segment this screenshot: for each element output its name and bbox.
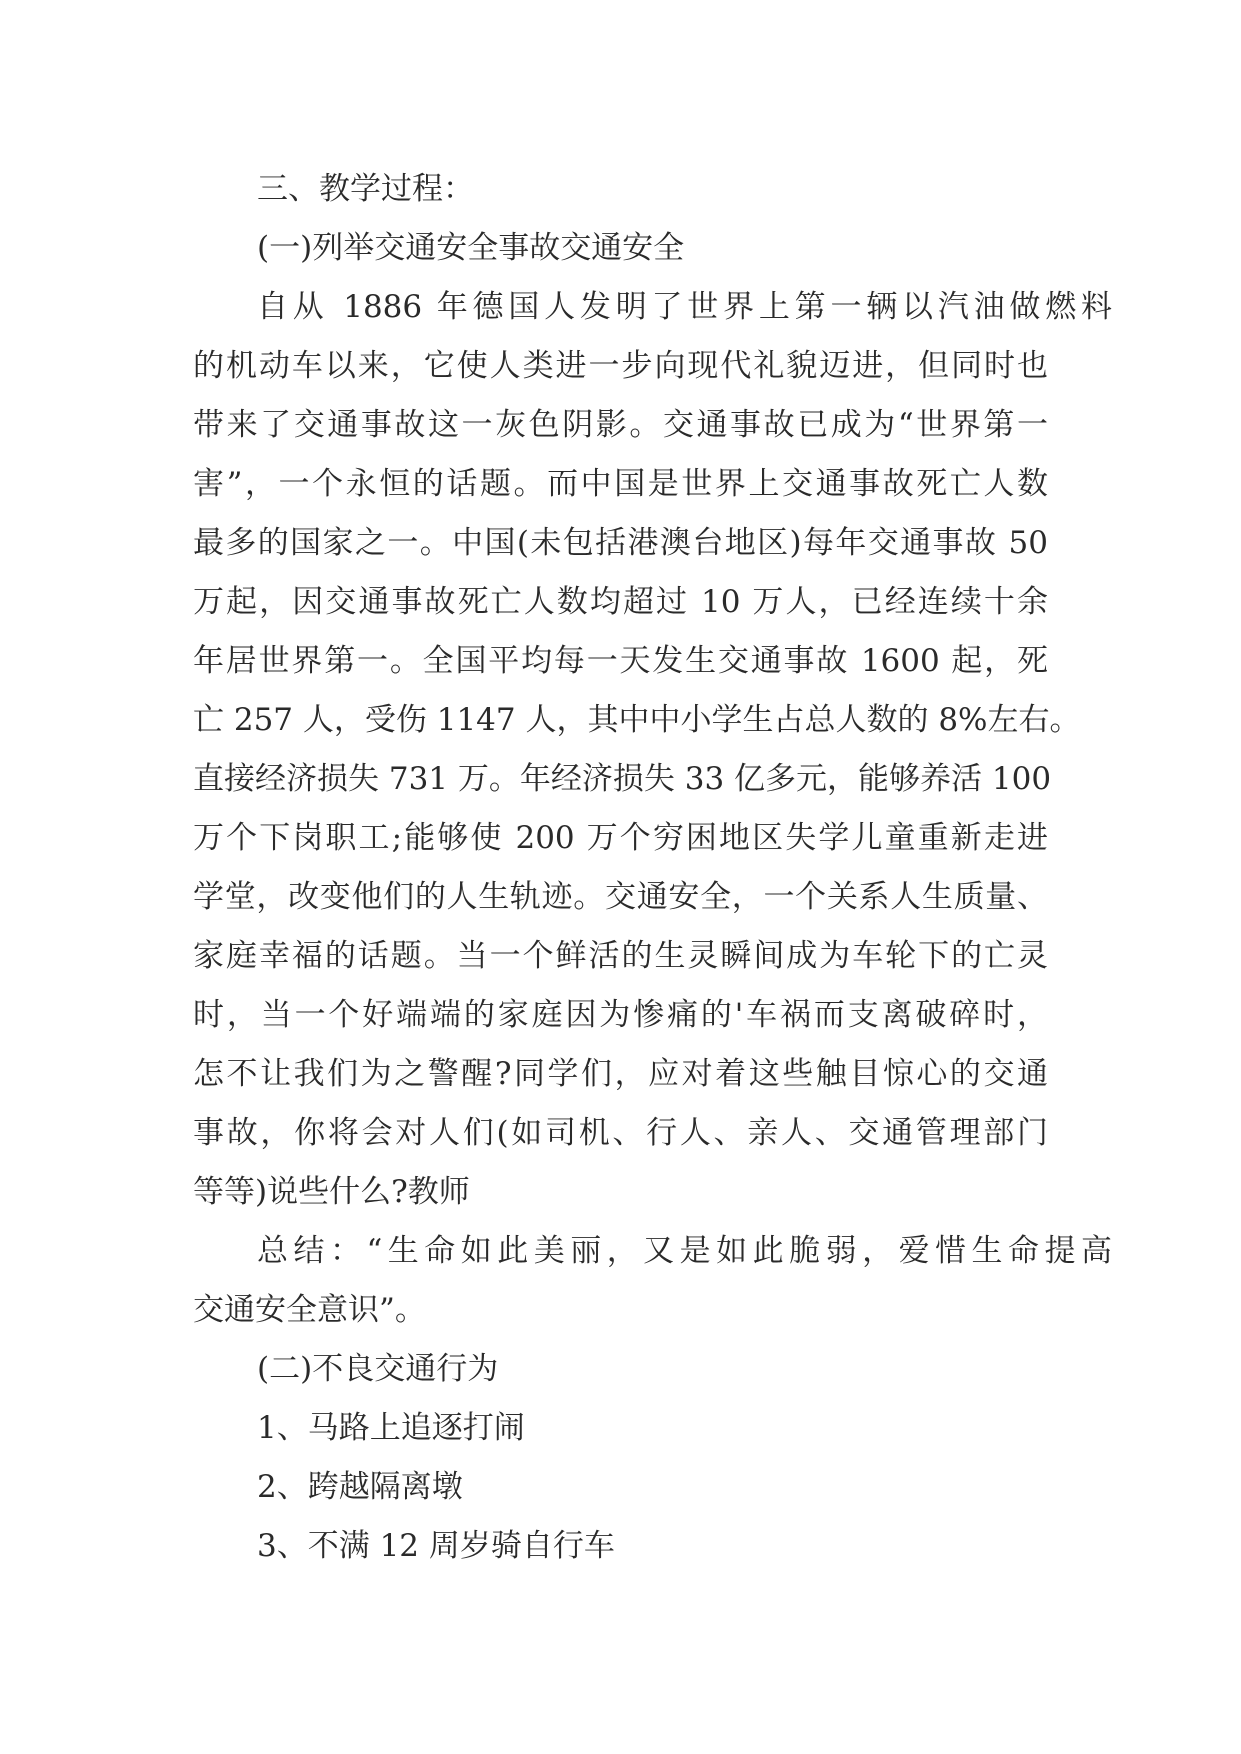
text-line: 家庭幸福的话题。当一个鲜活的生灵瞬间成为车轮下的亡灵 bbox=[193, 938, 1048, 974]
text-line: 2、跨越隔离墩 bbox=[257, 1469, 463, 1505]
text-line: 时，当一个好端端的家庭因为惨痛的'车祸而支离破碎时， bbox=[193, 997, 1048, 1033]
text-line: 自从 1886 年德国人发明了世界上第一辆以汽油做燃料 bbox=[257, 289, 1112, 325]
text-line: 最多的国家之一。中国(未包括港澳台地区)每年交通事故 50 bbox=[193, 525, 1048, 561]
text-line: 年居世界第一。全国平均每一天发生交通事故 1600 起，死 bbox=[193, 643, 1048, 679]
text-line: 亡 257 人，受伤 1147 人，其中中小学生占总人数的 8%左右。 bbox=[193, 702, 1081, 738]
text-line: 害”，一个永恒的话题。而中国是世界上交通事故死亡人数 bbox=[193, 466, 1048, 502]
text-line: 1、马路上追逐打闹 bbox=[257, 1410, 525, 1446]
text-line: 3、不满 12 周岁骑自行车 bbox=[257, 1528, 615, 1564]
text-line: 三、教学过程： bbox=[257, 171, 474, 207]
text-line: 事故，你将会对人们(如司机、行人、亲人、交通管理部门 bbox=[193, 1115, 1048, 1151]
text-line: 万个下岗职工;能够使 200 万个穷困地区失学儿童重新走进 bbox=[193, 820, 1048, 856]
text-line: 带来了交通事故这一灰色阴影。交通事故已成为“世界第一 bbox=[193, 407, 1048, 443]
text-line: 学堂，改变他们的人生轨迹。交通安全，一个关系人生质量、 bbox=[193, 879, 1048, 915]
text-line: 直接经济损失 731 万。年经济损失 33 亿多元，能够养活 100 bbox=[193, 761, 1052, 797]
document-body bbox=[193, 160, 1112, 1576]
text-line: 交通安全意识”。 bbox=[193, 1292, 426, 1328]
text-line: 怎不让我们为之警醒?同学们，应对着这些触目惊心的交通 bbox=[193, 1056, 1048, 1092]
text-line: (一)列举交通安全事故交通安全 bbox=[257, 230, 685, 266]
text-line: 总结：“生命如此美丽，又是如此脆弱，爱惜生命提高 bbox=[257, 1233, 1112, 1269]
text-line: 万起，因交通事故死亡人数均超过 10 万人，已经连续十余 bbox=[193, 584, 1048, 620]
text-line: 的机动车以来，它使人类进一步向现代礼貌迈进，但同时也 bbox=[193, 348, 1048, 384]
text-line: (二)不良交通行为 bbox=[257, 1351, 499, 1387]
text-line: 等等)说些什么?教师 bbox=[193, 1174, 470, 1210]
